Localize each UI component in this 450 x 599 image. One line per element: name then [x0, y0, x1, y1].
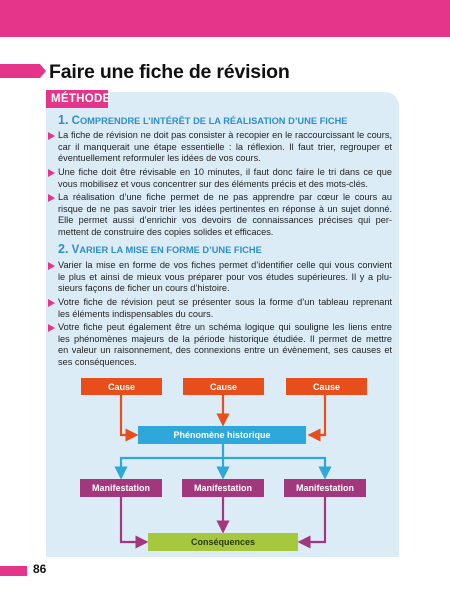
text-line: risque de ne pas savoir trier les idées pertinentes en réponse à un sujet donné. — [58, 203, 392, 214]
section-title-initial: C — [71, 115, 80, 127]
top-color-band — [0, 0, 450, 37]
manifestation-box: Manifestation — [182, 479, 264, 497]
text-line: les éléments indispensables du cours. — [58, 308, 214, 319]
text-line: sieurs façons de ficher un cours d’histoire. — [58, 283, 230, 294]
text-line: La fiche de révision ne doit pas consister à recopier en le raccourcissant le cours, — [58, 130, 392, 140]
section-title-text: ARIER LA MISE EN FORME D’UNE FICHE — [79, 245, 262, 255]
text-line: Varier la mise en forme de vos fiches permet d’identifier celle qui vous convient — [58, 260, 392, 270]
text-line: Votre fiche de révision peut se présenter sous la forme d’un tableau reprenant — [58, 297, 392, 307]
paragraph — [58, 130, 392, 165]
text-line: en valeur un raisonnement, des connexions entre un évènement, ses causes et — [58, 345, 392, 356]
section-title-text: OMPRENDRE L’INTÉRÊT DE LA RÉALISATION D’UNE FICHE — [79, 116, 348, 126]
section-number: 1. — [58, 113, 69, 127]
paragraph — [58, 322, 392, 368]
text-line: le plus et ainsi de mieux vous préparer pour vos études supérieures. Il y a plu- — [58, 271, 392, 282]
cause-box: Cause — [183, 378, 264, 395]
text-line: car il manquerait une étape essentielle : la réflexion. Il faut trier, regrouper et — [58, 141, 392, 152]
paragraph — [58, 260, 392, 295]
page-title: Faire une fiche de révision — [49, 61, 290, 83]
paragraph — [58, 167, 392, 190]
section-title-initial: V — [71, 244, 80, 256]
text-line: les phénomènes majeurs de la période historique étudiée. Il permet de mettre — [58, 333, 392, 344]
text-line: Une fiche doit être révisable en 10 minutes, il faut donc faire le tri dans ce que — [58, 167, 392, 177]
section-number: 2. — [58, 242, 69, 256]
text-line: vous mobilisez et vous concentrer sur des éléments précis et des mots-clés. — [58, 178, 368, 189]
bullet-arrow-icon — [48, 194, 55, 202]
footer-color-bar — [0, 566, 27, 576]
method-label: MÉTHODE — [46, 90, 108, 108]
bullet-arrow-icon — [48, 262, 55, 270]
paragraph — [58, 297, 392, 320]
text-line: mettent de construire des copies solides et efficaces. — [58, 226, 274, 237]
text-line: éventuellement reformuler les idées de vos cours. — [58, 153, 261, 164]
section-title-1 — [58, 113, 348, 127]
cause-box: Cause — [81, 378, 162, 395]
cause-box: Cause — [286, 378, 367, 395]
bullet-arrow-icon — [48, 132, 55, 140]
title-marker-tab — [0, 64, 40, 78]
text-line: Votre fiche peut également être un schéma logique qui souligne les liens entre — [58, 322, 392, 332]
manifestation-box: Manifestation — [80, 479, 162, 497]
text-line: Elle permet aussi d’enrichir vos devoirs de connaissances précises qui per- — [58, 215, 392, 226]
section-title-2 — [58, 242, 262, 256]
phenomenon-box: Phénomène historique — [138, 426, 306, 444]
bullet-arrow-icon — [48, 299, 55, 307]
paragraph — [58, 192, 392, 238]
bullet-arrow-icon — [48, 169, 55, 177]
page-number: 86 — [33, 562, 47, 576]
consequences-box: Conséquences — [148, 533, 298, 551]
bullet-arrow-icon — [48, 324, 55, 332]
manifestation-box: Manifestation — [284, 479, 366, 497]
text-line: La réalisation d’une fiche permet de ne pas apprendre par cœur le cours au — [58, 192, 392, 202]
text-line: ses conséquences. — [58, 356, 137, 367]
